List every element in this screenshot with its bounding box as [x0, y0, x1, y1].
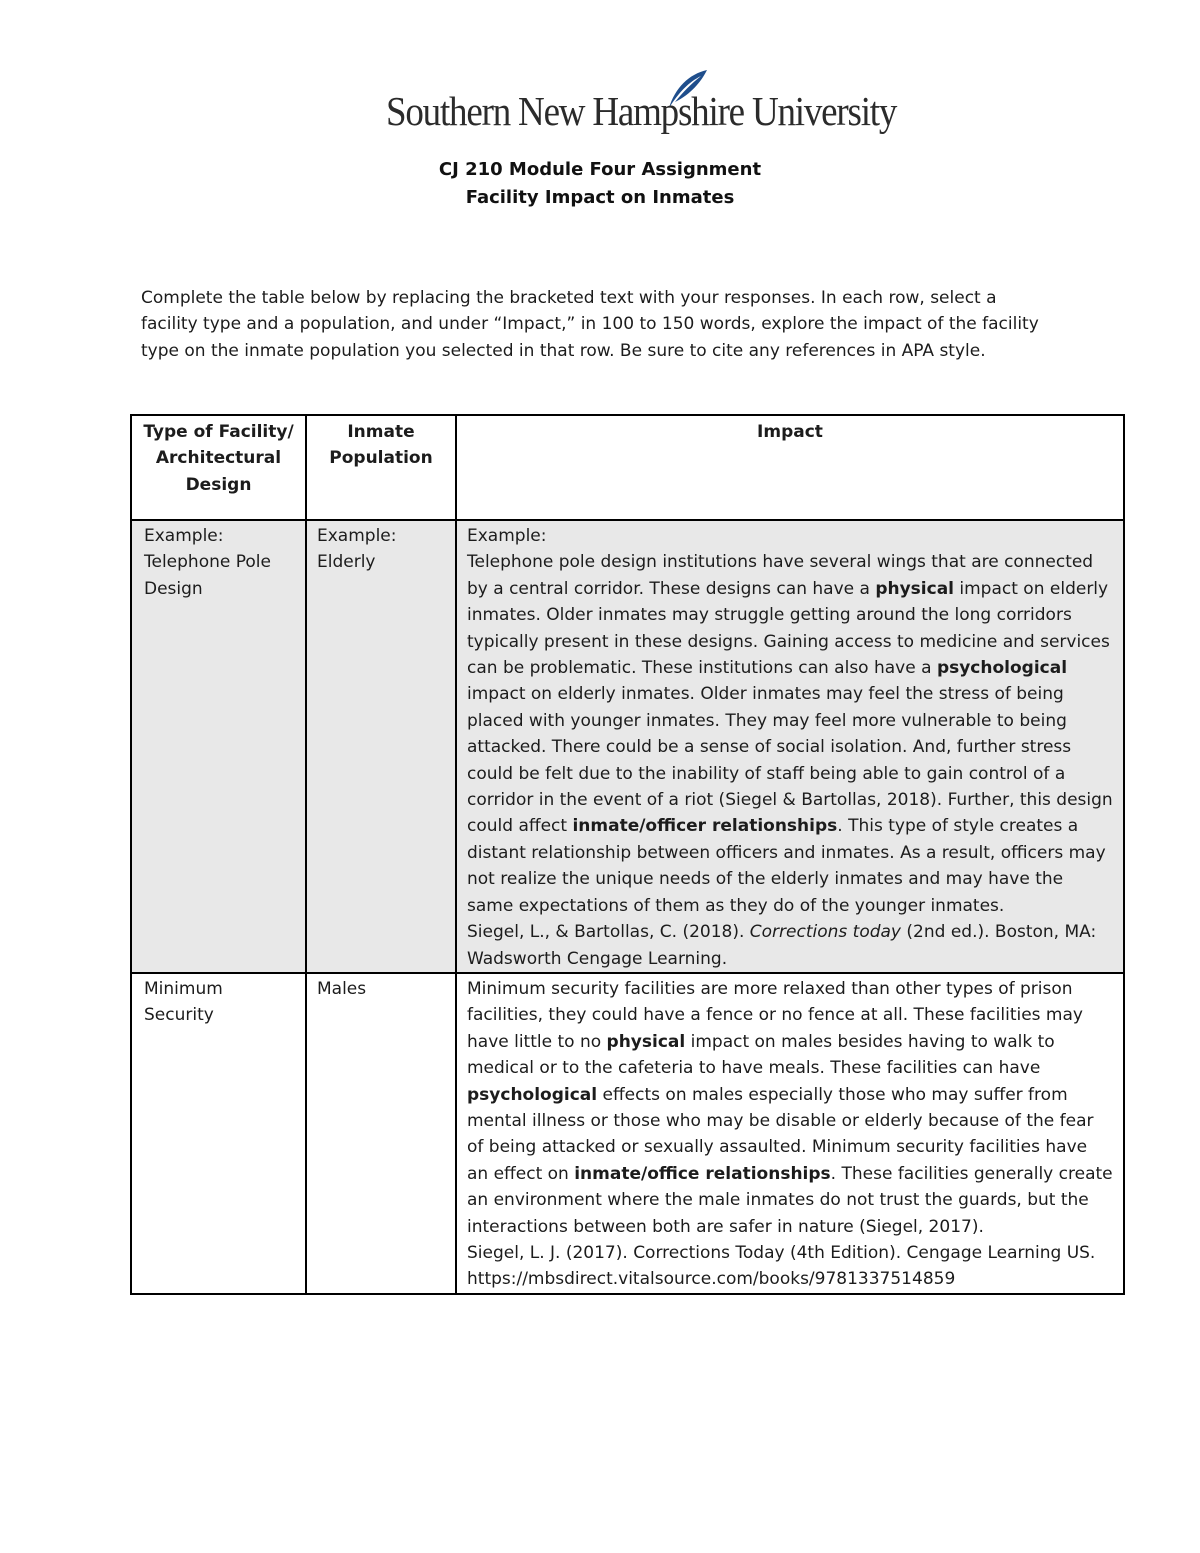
reference-text: (2nd ed.). Boston, MA: Wadsworth Cengage Learning. [467, 922, 1097, 969]
reference-title: Corrections today [749, 922, 901, 943]
impact-text: Telephone pole design institutions have several wings that are connected by a central corridor. These designs can have a [467, 552, 1094, 599]
university-logo [386, 68, 897, 138]
example-row [131, 520, 1124, 973]
impact-keyword: physical [875, 578, 954, 599]
logo-text: Southern New Hampshire University [386, 89, 897, 136]
reference: Siegel, L. J. (2017). Corrections Today (4th Edition). Cengage Learning US. https://mbsdirect.vitalsource.com/books/9781337514859 [467, 1242, 1096, 1290]
example-impact-text [467, 549, 1113, 919]
impact-keyword: physical [606, 1031, 686, 1052]
example-reference [467, 919, 1113, 972]
impact-keyword: inmate/officer relationships [572, 816, 838, 837]
document-title: CJ 210 Module Four Assignment [438, 159, 762, 180]
population-cell [306, 973, 456, 1294]
example-label: Example: [144, 526, 224, 546]
impact-text: Minimum security facilities are more relaxed than other types of prison facilities, they could have a fence or no fence at all. These facilities may have little to no [467, 978, 1083, 1052]
facility-type: Minimum Security [144, 978, 223, 1026]
impact-text: . This type of style creates a distant relationship between officers and inmates. As a result, officers may not realize the unique needs of the elderly inmates and may have the same expectations of them as they do of the younger inmates. [467, 816, 1106, 916]
impact-keyword: psychological [936, 658, 1068, 679]
example-facility-cell [131, 520, 306, 973]
facility-cell [131, 973, 306, 1294]
header-impact: Impact [456, 415, 1124, 520]
example-population-cell [306, 520, 456, 973]
header-inmate-population: Inmate Population [306, 415, 456, 520]
impact-keyword: inmate/office relationships [574, 1163, 831, 1184]
impact-keyword: psychological [467, 1084, 598, 1105]
reference-text: Siegel, L., & Bartollas, C. (2018). [467, 922, 750, 943]
impact-text: effects on males especially those who may suffer from mental illness or those who may be disable or elderly because of the fear of being attacked or sexually assaulted. Minimum security facilities have an effect on [467, 1084, 1094, 1184]
example-population: Elderly [317, 552, 376, 573]
impact-text: impact on elderly inmates. Older inmates may feel the stress of being placed with younger inmates. They may feel more vulnerable to being attacked. There could be a sense of social isolation. And, further stress could be felt due to the inability of staff being able to gain control of a corridor in the event of a riot (Siegel & Bartollas, 2018). Further, this design could affect [467, 684, 1113, 837]
impact-text: impact on males besides having to walk to medical or to the cafeteria to have meals. These facilities can have [467, 1031, 1055, 1079]
inmate-population: Males [317, 978, 367, 999]
impact-cell [456, 973, 1124, 1294]
facility-impact-table [130, 414, 1125, 1295]
table-header-row [131, 415, 1124, 520]
impact-text: impact on elderly inmates. Older inmates may struggle getting around the long corridors typically present in these designs. Gaining access to medicine and services can be problematic. These institutions can also have a [467, 578, 1110, 679]
example-label: Example: [317, 526, 397, 546]
document-subtitle: Facility Impact on Inmates [465, 187, 735, 208]
instructions: Complete the table below by replacing the bracketed text with your responses. In each row, select a facility type and a population, and under “Impact,” in 100 to 150 words, explore the impact of the facility type on the inmate population you selected in that row. Be sure to cite any references in APA style. [141, 288, 1039, 361]
example-impact-cell [456, 520, 1124, 973]
example-label: Example: [467, 526, 547, 546]
response-row [131, 973, 1124, 1294]
impact-text-block [467, 976, 1113, 1240]
header-facility-type: Type of Facility/ Architectural Design [131, 415, 306, 520]
impact-text: . These facilities generally create an environment where the male inmates do not trust the guards, but the interactions between both are safer in nature (Siegel, 2017). [467, 1163, 1113, 1237]
example-facility: Telephone Pole Design [144, 552, 271, 599]
